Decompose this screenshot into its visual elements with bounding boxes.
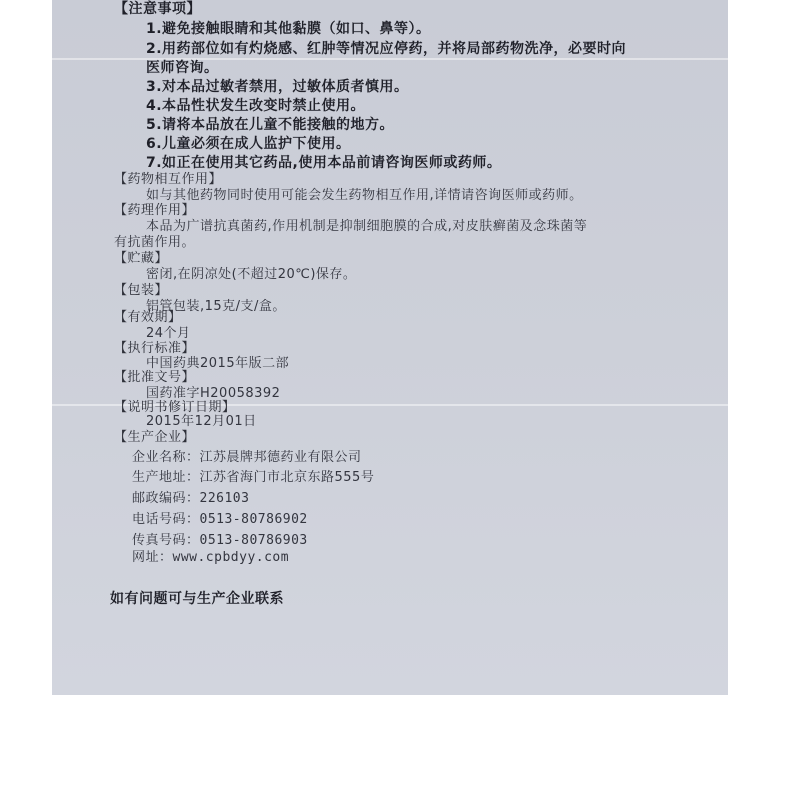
interactions-heading: 【药物相互作用】 xyxy=(114,172,223,187)
manufacturer-fax: 传真号码：0513-80786903 xyxy=(132,533,308,548)
precaution-item: 5.请将本品放在儿童不能接触的地方。 xyxy=(146,117,395,133)
revision-text: 2015年12月01日 xyxy=(146,414,257,429)
standard-text: 中国药典2015年版二部 xyxy=(146,356,290,371)
precaution-item: 4.本品性状发生改变时禁止使用。 xyxy=(146,98,366,114)
packaging-text: 铝管包装,15克/支/盒。 xyxy=(146,299,286,314)
manufacturer-name: 企业名称：江苏晨牌邦德药业有限公司 xyxy=(132,450,362,465)
precaution-item: 2.用药部位如有灼烧感、红肿等情况应停药，并将局部药物洗净，必要时向 xyxy=(146,41,627,57)
pharmacology-heading: 【药理作用】 xyxy=(114,203,196,218)
leaflet-paper xyxy=(52,0,728,695)
precaution-item: 3.对本品过敏者禁用，过敏体质者慎用。 xyxy=(146,79,409,95)
precaution-item: 6.儿童必须在成人监护下使用。 xyxy=(146,136,351,152)
validity-heading: 【有效期】 xyxy=(114,310,182,325)
manufacturer-postcode: 邮政编码：226103 xyxy=(132,491,250,506)
manufacturer-phone: 电话号码：0513-80786902 xyxy=(132,512,308,527)
manufacturer-address: 生产地址：江苏省海门市北京东路555号 xyxy=(132,470,375,485)
interactions-text: 如与其他药物同时使用可能会发生药物相互作用,详情请咨询医师或药师。 xyxy=(146,188,583,203)
standard-heading: 【执行标准】 xyxy=(114,341,196,356)
manufacturer-heading: 【生产企业】 xyxy=(114,430,196,445)
storage-heading: 【贮藏】 xyxy=(114,251,169,266)
packaging-heading: 【包装】 xyxy=(114,283,169,298)
manufacturer-website: 网址：www.cpbdyy.com xyxy=(132,550,290,565)
contact-note: 如有问题可与生产企业联系 xyxy=(110,591,284,607)
pharmacology-text: 本品为广谱抗真菌药,作用机制是抑制细胞膜的合成,对皮肤癣菌及念珠菌等 xyxy=(146,219,588,234)
approval-text: 国药准字H20058392 xyxy=(146,386,281,401)
validity-text: 24个月 xyxy=(146,326,191,341)
precaution-item: 7.如正在使用其它药品,使用本品前请咨询医师或药师。 xyxy=(146,155,502,171)
revision-heading: 【说明书修订日期】 xyxy=(114,400,236,415)
precautions-heading: 【注意事项】 xyxy=(114,1,201,17)
precaution-item: 1.避免接触眼睛和其他黏膜（如口、鼻等）。 xyxy=(146,21,431,37)
precaution-item: 医师咨询。 xyxy=(146,60,219,76)
approval-heading: 【批准文号】 xyxy=(114,370,196,385)
pharmacology-text: 有抗菌作用。 xyxy=(114,235,196,250)
storage-text: 密闭,在阴凉处(不超过20℃)保存。 xyxy=(146,267,357,282)
